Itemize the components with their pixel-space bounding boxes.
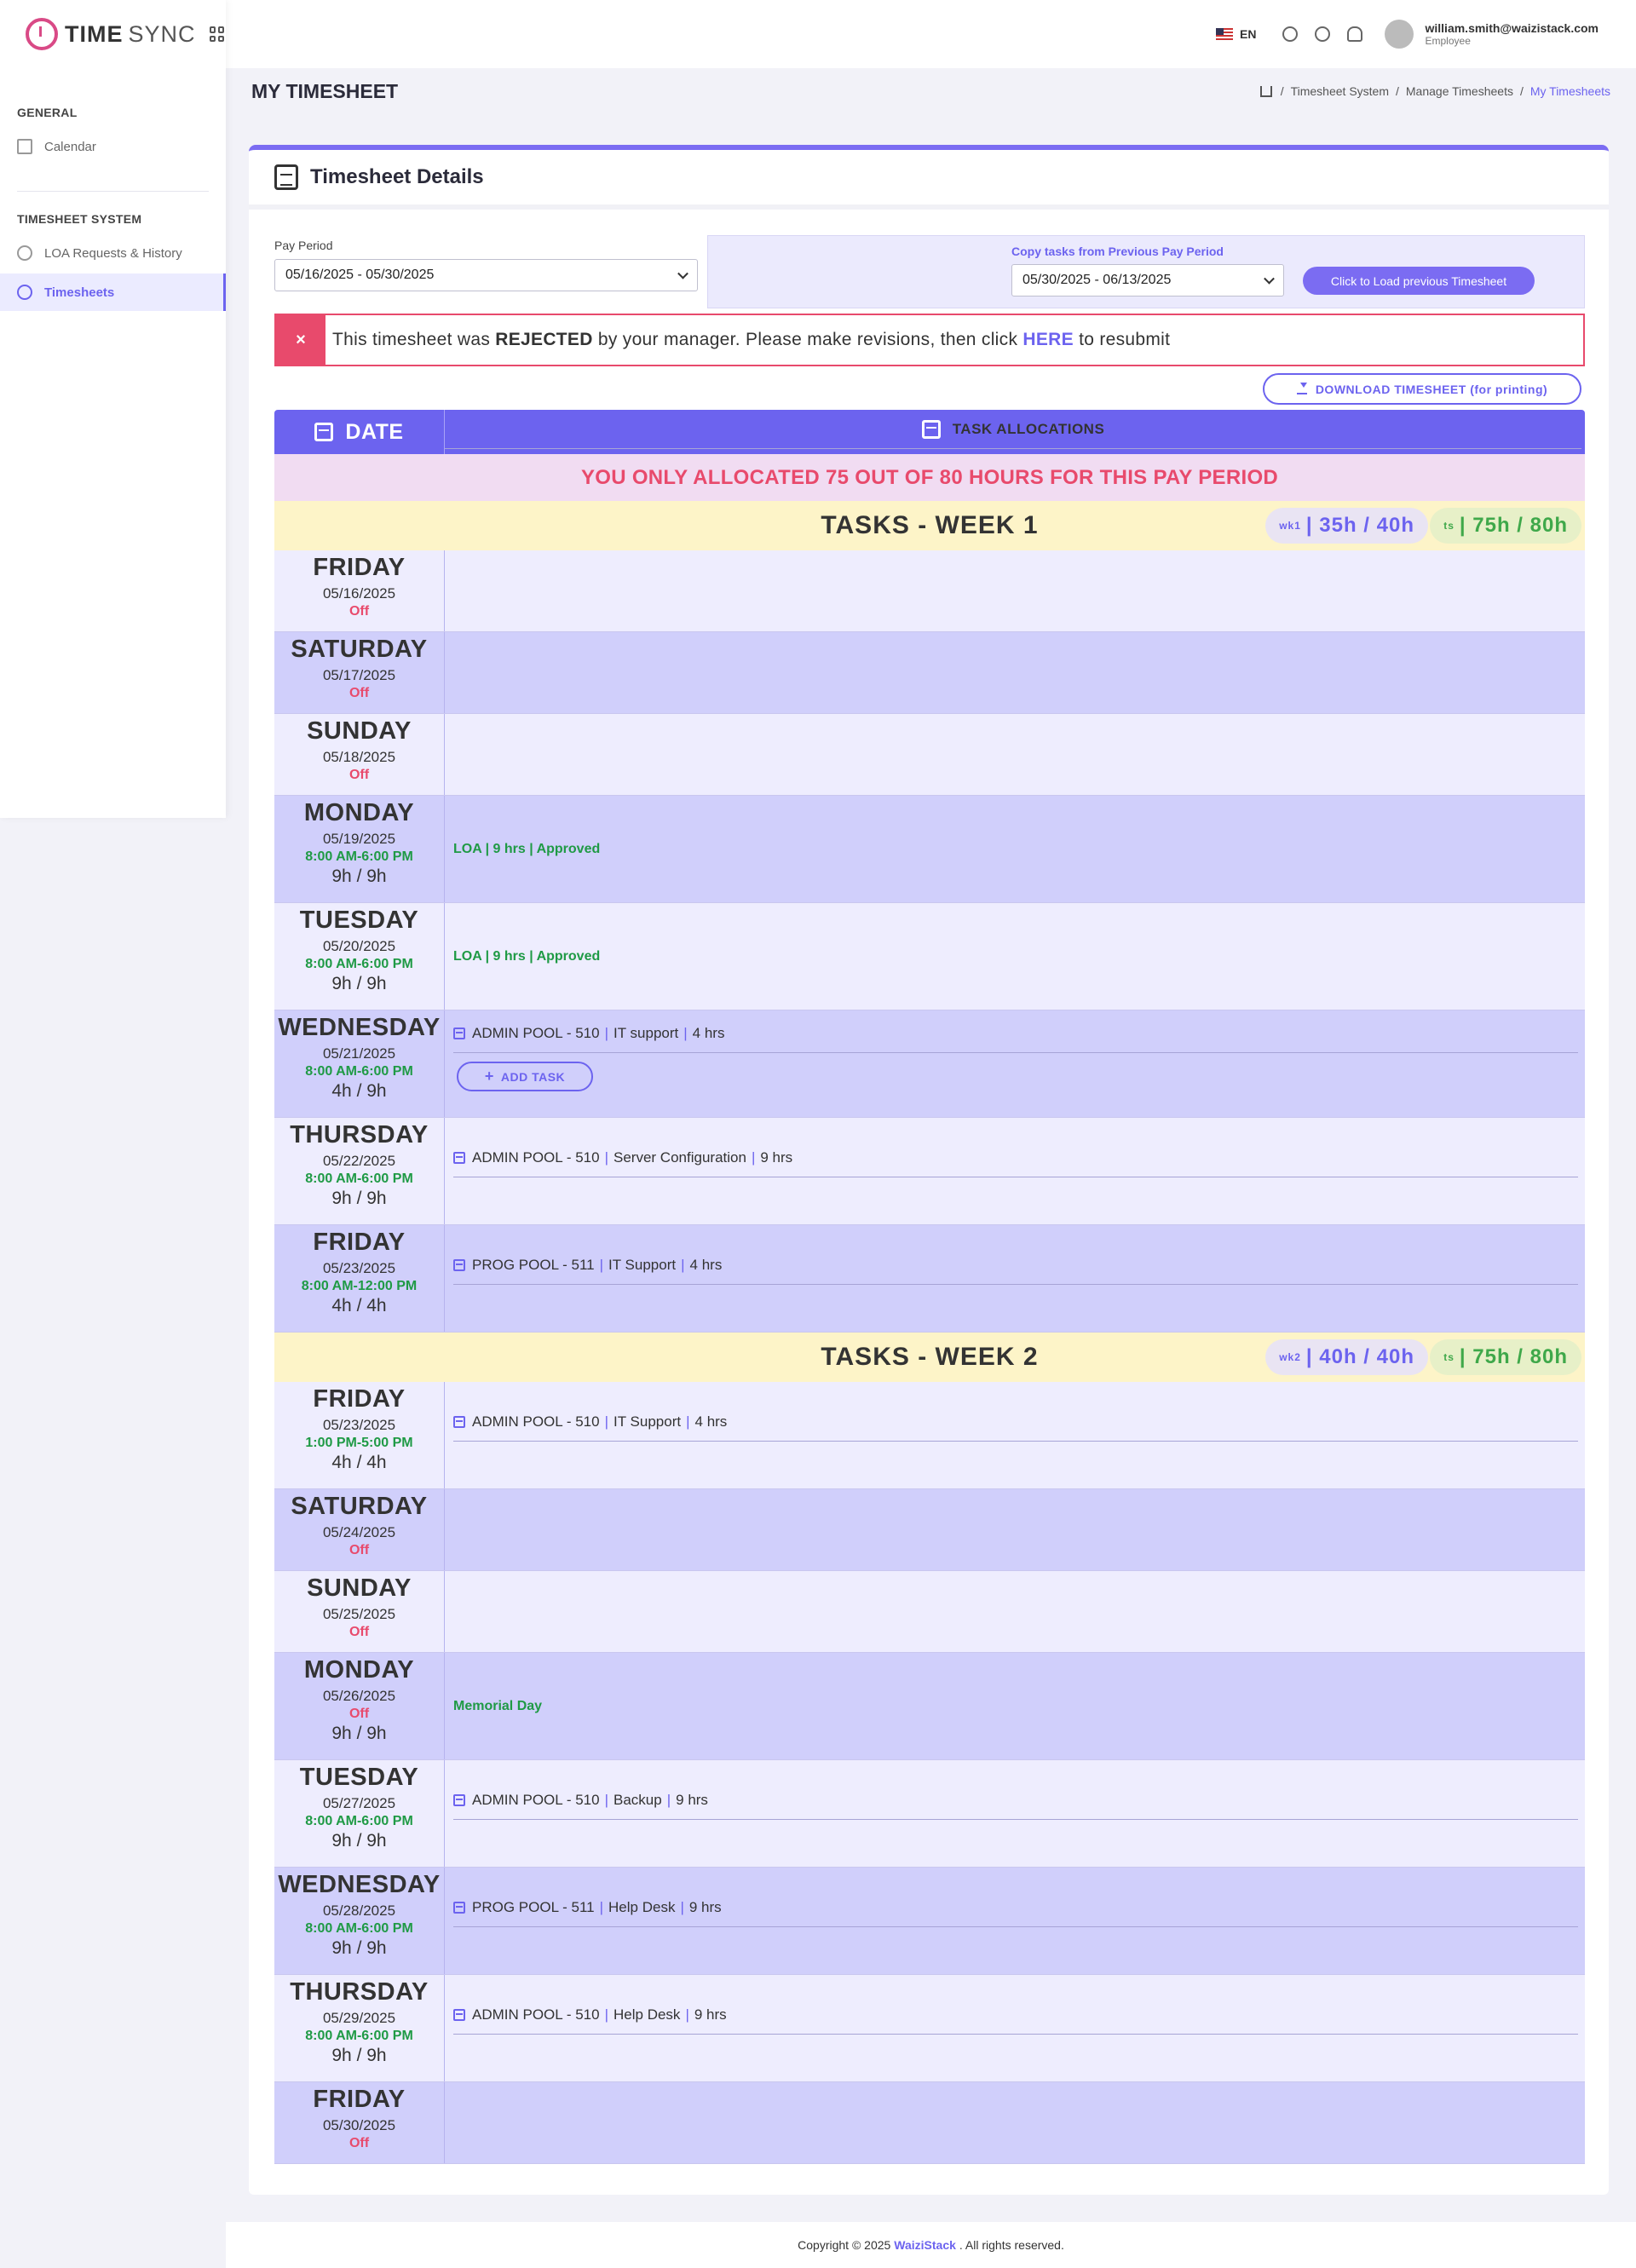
close-icon[interactable]: × <box>276 315 325 365</box>
task-description: Help Desk <box>614 2006 681 2023</box>
table-row <box>274 1225 1585 1333</box>
day-date: 05/25/2025 <box>322 1606 396 1622</box>
calendar-grid-icon <box>314 423 333 441</box>
chevron-down-icon <box>677 268 688 279</box>
alert-message <box>325 330 1170 350</box>
day-hours: 4h / 4h <box>331 1296 387 1315</box>
task-cell <box>445 1225 1585 1332</box>
apps-grid-icon[interactable] <box>210 26 225 42</box>
date-column-header <box>274 410 445 454</box>
sidebar-item-timesheets[interactable] <box>0 273 226 311</box>
shift-time: 8:00 AM-6:00 PM <box>305 957 413 971</box>
task-cell <box>445 1010 1585 1117</box>
date-cell <box>274 1382 445 1488</box>
date-cell <box>274 903 445 1010</box>
task-entry[interactable]: PROG POOL - 511 | IT Support | 4 hrs <box>453 1246 1578 1285</box>
day-status: Off <box>349 1707 370 1721</box>
footer-copyright: Copyright © 2025 <box>798 2238 891 2252</box>
task-icon <box>453 1794 465 1806</box>
breadcrumb-item-manage-timesheets[interactable]: Manage Timesheets <box>1405 84 1513 98</box>
sidebar-item-calendar[interactable] <box>0 128 226 165</box>
footer <box>226 2222 1636 2268</box>
theme-toggle-icon[interactable] <box>1282 26 1298 42</box>
day-date: 05/23/2025 <box>322 1417 396 1433</box>
task-hours: 9 hrs <box>760 1148 793 1166</box>
task-entry[interactable]: ADMIN POOL - 510 | IT support | 4 hrs <box>453 1014 1578 1053</box>
table-row <box>274 1010 1585 1118</box>
user-role: Employee <box>1425 35 1471 47</box>
task-entry[interactable]: PROG POOL - 511 | Help Desk | 9 hrs <box>453 1888 1578 1927</box>
day-hours: 9h / 9h <box>331 1831 387 1851</box>
task-icon <box>453 1028 465 1039</box>
week-hours: 40h / 40h <box>1319 1345 1414 1368</box>
home-icon[interactable] <box>1260 86 1272 97</box>
download-label: DOWNLOAD TIMESHEET (for printing) <box>1315 382 1548 396</box>
user-menu[interactable] <box>1426 21 1599 47</box>
breadcrumb-item-current: My Timesheets <box>1529 84 1610 98</box>
day-hours: 4h / 4h <box>331 1453 387 1472</box>
task-pool: ADMIN POOL - 510 <box>472 1791 600 1808</box>
us-flag-icon[interactable] <box>1216 28 1233 40</box>
add-task-label: ADD TASK <box>500 1069 566 1084</box>
task-hours: 4 hrs <box>689 1256 723 1273</box>
day-date: 05/23/2025 <box>322 1260 396 1276</box>
timesheet-table <box>274 410 1585 2164</box>
clock-icon <box>17 245 32 261</box>
task-entry[interactable]: ADMIN POOL - 510 | IT Support | 4 hrs <box>453 1402 1578 1442</box>
footer-brand-link[interactable]: WaiziStack <box>894 2238 956 2252</box>
task-pool: ADMIN POOL - 510 <box>472 1413 600 1430</box>
task-cell <box>445 1653 1585 1759</box>
task-entry[interactable]: ADMIN POOL - 510 | Help Desk | 9 hrs <box>453 1995 1578 2035</box>
alert-text-part: to resubmit <box>1079 330 1171 349</box>
date-cell <box>274 550 445 631</box>
week-title: TASKS - WEEK 1 <box>821 511 1039 539</box>
day-hours: 9h / 9h <box>331 2046 387 2065</box>
task-cell <box>445 1571 1585 1652</box>
day-name: SUNDAY <box>307 717 412 745</box>
clock-logo-icon <box>26 18 58 50</box>
task-description: IT Support <box>614 1413 682 1430</box>
timesheet-tag: ts <box>1443 520 1455 532</box>
day-date: 05/29/2025 <box>322 2010 396 2026</box>
top-bar <box>226 0 1636 68</box>
day-name: FRIDAY <box>313 1229 406 1256</box>
sidebar-item-loa-requests[interactable] <box>0 234 226 272</box>
day-name: WEDNESDAY <box>278 1871 441 1898</box>
day-date: 05/30/2025 <box>322 2117 396 2133</box>
day-name: SATURDAY <box>291 636 428 663</box>
timesheet-hours-badge: ts | 75h / 80h <box>1430 508 1581 544</box>
task-icon <box>453 1416 465 1428</box>
pay-period-value: 05/16/2025 - 05/30/2025 <box>285 268 435 282</box>
task-icon <box>453 1259 465 1271</box>
pay-period-label: Pay Period <box>274 239 333 252</box>
copy-previous-panel <box>707 235 1585 308</box>
task-cell <box>445 796 1585 902</box>
date-header-label: DATE <box>345 419 404 444</box>
shift-time: 8:00 AM-6:00 PM <box>305 849 413 864</box>
day-status: Off <box>349 1543 370 1557</box>
page-title: MY TIMESHEET <box>251 79 399 102</box>
table-row <box>274 550 1585 632</box>
date-cell <box>274 1975 445 2081</box>
shift-time: 8:00 AM-6:00 PM <box>305 1814 413 1828</box>
day-name: FRIDAY <box>313 554 406 581</box>
task-hours: 9 hrs <box>688 1898 722 1915</box>
alert-status: REJECTED <box>495 330 593 349</box>
load-previous-timesheet-button[interactable]: Click to Load previous Timesheet <box>1303 267 1535 295</box>
app-logo[interactable] <box>0 0 226 68</box>
task-pool: PROG POOL - 511 <box>472 1898 595 1915</box>
day-date: 05/28/2025 <box>322 1902 396 1919</box>
task-description: Backup <box>614 1791 662 1808</box>
task-icon <box>453 2009 465 2021</box>
task-hours: 4 hrs <box>692 1024 725 1041</box>
task-description: Help Desk <box>608 1898 676 1915</box>
task-column-header <box>445 410 1581 449</box>
task-pool: PROG POOL - 511 <box>472 1256 595 1273</box>
task-cell <box>445 903 1585 1010</box>
day-status: Off <box>349 604 370 619</box>
sidebar-heading-general: GENERAL <box>17 106 78 119</box>
day-date: 05/20/2025 <box>322 938 396 954</box>
task-description: IT Support <box>608 1256 677 1273</box>
pay-period-select[interactable] <box>274 259 698 291</box>
breadcrumb: / Timesheet System / Manage Timesheets / My Timesheets <box>1260 84 1610 98</box>
task-cell <box>445 1975 1585 2081</box>
day-name: FRIDAY <box>313 2086 406 2113</box>
day-date: 05/27/2025 <box>322 1795 396 1811</box>
week-hours-badge: wk1 | 35h / 40h <box>1265 508 1428 544</box>
day-hours: 4h / 9h <box>331 1081 387 1101</box>
day-status: Off <box>349 686 370 700</box>
day-name: MONDAY <box>303 799 415 826</box>
weeks-container <box>274 501 1585 2164</box>
sidebar-item-label: Timesheets <box>44 285 115 300</box>
day-status: Off <box>349 768 370 782</box>
add-task-button[interactable] <box>457 1062 593 1091</box>
date-cell <box>274 2082 445 2163</box>
task-header-label: TASK ALLOCATIONS <box>952 420 1105 437</box>
card-title: Timesheet Details <box>310 165 484 188</box>
date-cell <box>274 1653 445 1759</box>
task-cell <box>445 714 1585 795</box>
date-cell <box>274 1760 445 1867</box>
copy-previous-label: Copy tasks from Previous Pay Period <box>1011 245 1224 258</box>
week-title: TASKS - WEEK 2 <box>821 1343 1039 1371</box>
previous-period-select[interactable] <box>1011 264 1284 296</box>
day-hours: 9h / 9h <box>331 1189 387 1208</box>
clock-icon <box>17 285 32 300</box>
week-header <box>274 1333 1585 1382</box>
alert-text-part: This timesheet was <box>332 330 491 349</box>
date-cell <box>274 1225 445 1332</box>
date-cell <box>274 1118 445 1224</box>
task-description: Server Configuration <box>614 1148 746 1166</box>
table-row <box>274 1118 1585 1225</box>
week-tag: wk1 <box>1279 520 1301 532</box>
timesheet-hours: 75h / 80h <box>1472 514 1568 537</box>
task-icon <box>453 1152 465 1164</box>
task-cell <box>445 1868 1585 1974</box>
task-hours: 9 hrs <box>694 2006 727 2023</box>
avatar[interactable] <box>1385 20 1414 49</box>
alert-text-part: by your manager. Please make revisions, then click <box>597 330 1018 349</box>
shift-time: 8:00 AM-12:00 PM <box>301 1279 418 1293</box>
resubmit-link[interactable]: HERE <box>1022 330 1074 349</box>
table-row <box>274 714 1585 796</box>
timesheet-card <box>249 145 1609 2195</box>
table-header <box>274 410 1585 454</box>
sidebar-divider <box>17 191 209 192</box>
table-row <box>274 903 1585 1010</box>
task-entry[interactable]: ADMIN POOL - 510 | Server Configuration | 9 hrs <box>453 1138 1578 1177</box>
day-name: FRIDAY <box>313 1385 406 1413</box>
logo-subtext: SYNC <box>128 20 196 47</box>
table-row <box>274 632 1585 714</box>
table-row <box>274 796 1585 903</box>
task-cell <box>445 1382 1585 1488</box>
breadcrumb-item-timesheet-system[interactable]: Timesheet System <box>1290 84 1389 98</box>
date-cell <box>274 632 445 713</box>
shift-time: 1:00 PM-5:00 PM <box>305 1436 413 1450</box>
day-name: TUESDAY <box>299 907 419 934</box>
card-header <box>249 150 1609 210</box>
timesheet-hours: 75h / 80h <box>1472 1345 1568 1368</box>
day-name: TUESDAY <box>299 1764 419 1791</box>
calendar-icon <box>17 139 32 154</box>
day-name: WEDNESDAY <box>278 1014 441 1041</box>
previous-period-value: 05/30/2025 - 06/13/2025 <box>1022 273 1172 287</box>
footer-rights: . All rights reserved. <box>959 2238 1064 2252</box>
table-row <box>274 1382 1585 1489</box>
rejection-alert <box>274 314 1585 366</box>
week-header <box>274 501 1585 550</box>
sidebar-item-label: Calendar <box>44 139 96 154</box>
day-date: 05/17/2025 <box>322 667 396 683</box>
task-cell <box>445 1760 1585 1867</box>
day-date: 05/21/2025 <box>322 1045 396 1062</box>
page-header <box>251 78 1610 104</box>
task-pool: ADMIN POOL - 510 <box>472 2006 600 2023</box>
day-hours: 9h / 9h <box>331 974 387 993</box>
task-cell <box>445 550 1585 631</box>
day-hours: 9h / 9h <box>331 866 387 886</box>
date-cell <box>274 1489 445 1570</box>
date-cell <box>274 796 445 902</box>
table-row <box>274 2082 1585 2164</box>
day-note: LOA | 9 hrs | Approved <box>453 841 601 856</box>
table-row <box>274 1489 1585 1571</box>
day-date: 05/19/2025 <box>322 831 396 847</box>
day-status: Off <box>349 2136 370 2150</box>
date-cell <box>274 1010 445 1117</box>
shift-time: 8:00 AM-6:00 PM <box>305 2029 413 2043</box>
task-cell <box>445 1118 1585 1224</box>
user-email: william.smith@waizistack.com <box>1425 21 1599 35</box>
day-date: 05/24/2025 <box>322 1524 396 1540</box>
date-cell <box>274 1868 445 1974</box>
day-date: 05/18/2025 <box>322 749 396 765</box>
sidebar-heading-timesheet-system: TIMESHEET SYSTEM <box>17 212 142 226</box>
task-cell <box>445 2082 1585 2163</box>
table-row <box>274 1760 1585 1868</box>
week-tag: wk2 <box>1279 1351 1301 1363</box>
day-note: Memorial Day <box>453 1698 543 1713</box>
language-selector[interactable]: EN <box>1240 27 1257 41</box>
day-date: 05/22/2025 <box>322 1153 396 1169</box>
calendar-icon <box>922 420 941 439</box>
task-pool: ADMIN POOL - 510 <box>472 1024 600 1041</box>
week-hours-badge: wk2 | 40h / 40h <box>1265 1339 1428 1375</box>
task-cell <box>445 632 1585 713</box>
hours-warning-banner: YOU ONLY ALLOCATED 75 OUT OF 80 HOURS FOR THIS PAY PERIOD <box>274 454 1585 501</box>
day-name: THURSDAY <box>290 1978 429 2006</box>
timesheet-tag: ts <box>1443 1351 1455 1363</box>
table-row <box>274 1653 1585 1760</box>
task-hours: 9 hrs <box>676 1791 708 1808</box>
day-hours: 9h / 9h <box>331 1724 387 1743</box>
day-name: THURSDAY <box>290 1121 429 1148</box>
task-cell <box>445 1489 1585 1570</box>
task-pool: ADMIN POOL - 510 <box>472 1148 600 1166</box>
download-timesheet-button[interactable] <box>1263 373 1581 405</box>
task-hours: 4 hrs <box>694 1413 728 1430</box>
download-icon <box>1297 384 1307 394</box>
task-entry[interactable]: ADMIN POOL - 510 | Backup | 9 hrs <box>453 1781 1578 1820</box>
sidebar-item-label: LOA Requests & History <box>44 245 182 261</box>
sidebar <box>0 0 226 818</box>
week-hours: 35h / 40h <box>1319 514 1414 537</box>
day-note: LOA | 9 hrs | Approved <box>453 948 601 964</box>
day-date: 05/26/2025 <box>322 1688 396 1704</box>
table-row <box>274 1975 1585 2082</box>
shift-time: 8:00 AM-6:00 PM <box>305 1064 413 1079</box>
shift-time: 8:00 AM-6:00 PM <box>305 1921 413 1936</box>
logo-text: TIME <box>65 20 124 47</box>
day-hours: 9h / 9h <box>331 1938 387 1958</box>
table-row <box>274 1571 1585 1653</box>
timesheet-hours-badge: ts | 75h / 80h <box>1430 1339 1581 1375</box>
day-name: SUNDAY <box>307 1574 412 1602</box>
location-icon[interactable] <box>1315 26 1330 42</box>
day-name: SATURDAY <box>291 1493 428 1520</box>
day-date: 05/16/2025 <box>322 585 396 602</box>
notification-bell-icon[interactable] <box>1347 26 1362 42</box>
shift-time: 8:00 AM-6:00 PM <box>305 1171 413 1186</box>
document-icon <box>274 164 298 190</box>
plus-icon: + <box>484 1068 494 1085</box>
date-cell <box>274 714 445 795</box>
day-name: MONDAY <box>303 1656 415 1684</box>
task-description: IT support <box>614 1024 679 1041</box>
table-row <box>274 1868 1585 1975</box>
chevron-down-icon <box>1264 273 1275 285</box>
task-icon <box>453 1902 465 1914</box>
day-status: Off <box>349 1625 370 1639</box>
date-cell <box>274 1571 445 1652</box>
